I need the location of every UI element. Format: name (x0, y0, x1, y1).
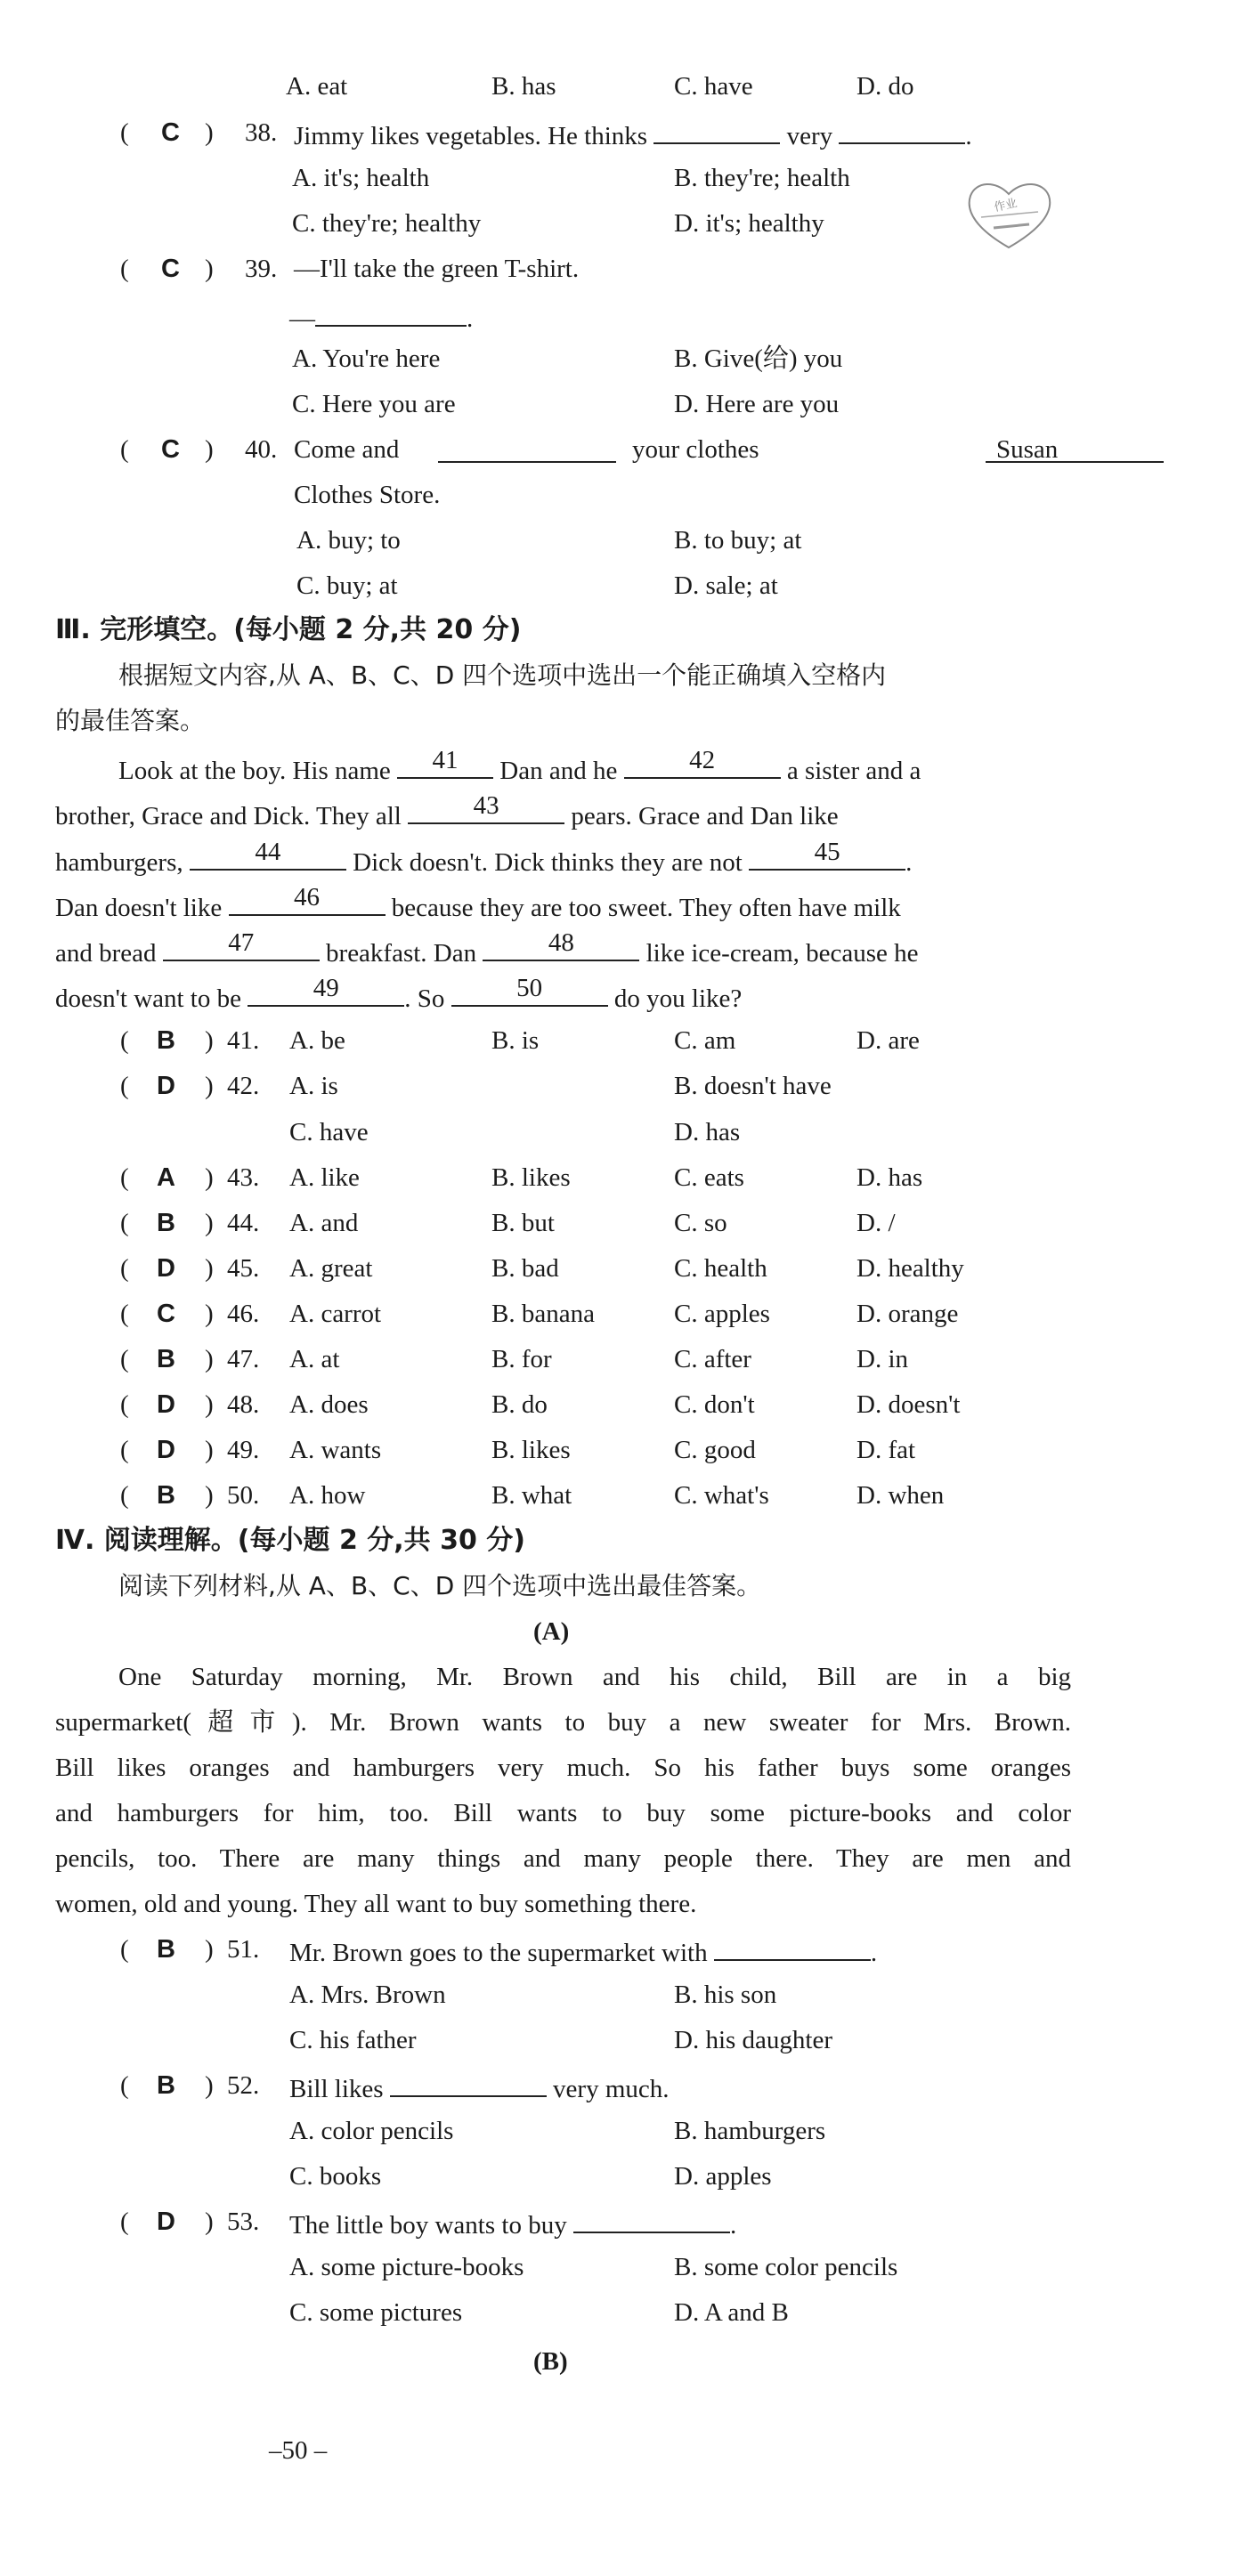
q41-number: 41. (227, 1026, 260, 1055)
cloze-text: breakfast. Dan (326, 939, 477, 968)
q49-option-a: A. wants (289, 1436, 382, 1464)
q40-stem-a: Come and (294, 435, 400, 464)
cloze-line-3 (55, 838, 913, 879)
q41-option-b: B. is (491, 1026, 540, 1055)
q40-paren-right: ) (205, 435, 214, 464)
q47-option-b: B. for (491, 1345, 552, 1373)
q50-paren-right: ) (205, 1481, 214, 1510)
heart-stamp-icon (960, 176, 1058, 253)
q53-option-d: D. A and B (674, 2298, 789, 2327)
cloze-text: doesn't want to be (55, 984, 241, 1013)
q44-answer: B (157, 1209, 175, 1237)
q49-paren-right: ) (205, 1436, 214, 1464)
q52-stem-after: very much. (553, 2075, 670, 2103)
q45-answer: D (157, 1254, 175, 1283)
q39-blank (315, 298, 467, 327)
q53-option-a: A. some picture-books (289, 2253, 524, 2281)
q38-stem-end: . (965, 122, 972, 150)
q53-answer: D (157, 2207, 175, 2236)
q45-option-a: A. great (289, 1254, 373, 1283)
blank-number: 44 (255, 838, 281, 866)
cloze-blank-46 (229, 883, 386, 916)
q52-option-c: C. books (289, 2162, 382, 2191)
q52-stem (289, 2069, 670, 2106)
q43-paren-left: ( (120, 1163, 129, 1192)
q53-stem-text: The little boy wants to buy (289, 2211, 567, 2240)
q40-answer: C (161, 435, 180, 464)
q50-option-d: D. when (856, 1481, 945, 1510)
q41-paren-left: ( (120, 1026, 129, 1055)
q38-option-d: D. it's; healthy (674, 209, 824, 238)
q39-option-d: D. Here are you (674, 390, 840, 418)
q42-option-c: C. have (289, 1118, 369, 1146)
q38-stem-a: Jimmy likes vegetables. He thinks (294, 122, 648, 150)
q39-reply-end: . (467, 304, 474, 333)
section-3-instruction-2: 的最佳答案。 (55, 706, 206, 735)
section-3-title: Ⅲ. 完形填空。(每小题 2 分,共 20 分) (55, 614, 522, 645)
blank-number: 43 (473, 791, 499, 820)
q39-option-c: C. Here you are (292, 390, 456, 418)
cloze-line-5 (55, 928, 919, 970)
passage-a-line: women, old and young. They all want to buy something there. (55, 1890, 697, 1918)
q51-option-b: B. his son (674, 1981, 777, 2009)
q53-blank (573, 2205, 730, 2233)
q41-answer: B (157, 1026, 175, 1055)
q46-number: 46. (227, 1300, 260, 1328)
q51-stem-text: Mr. Brown goes to the supermarket with (289, 1939, 708, 1967)
cloze-blank-41 (397, 746, 493, 779)
q38-paren-right: ) (205, 118, 214, 147)
q39-reply (289, 298, 473, 336)
q38-option-a: A. it's; health (292, 164, 430, 192)
q42-option-b: B. doesn't have (674, 1072, 832, 1100)
q52-blank (390, 2069, 547, 2097)
q43-option-b: B. likes (491, 1163, 571, 1192)
q49-option-d: D. fat (856, 1436, 916, 1464)
cloze-text: . (905, 848, 913, 877)
q51-option-c: C. his father (289, 2026, 417, 2054)
passage-a-line: supermarket(超市). Mr. Brown wants to buy a new sweater for Mrs. Brown. (55, 1708, 1071, 1737)
cloze-line-4 (55, 883, 901, 925)
q39-answer: C (161, 255, 180, 283)
q48-answer: D (157, 1390, 175, 1419)
q37-option-a: A. eat (286, 72, 348, 101)
q39-paren-right: ) (205, 255, 214, 283)
blank-number: 49 (313, 974, 339, 1002)
cloze-text: hamburgers, (55, 848, 183, 877)
q38-stem-b: very (786, 122, 833, 150)
q40-stem-line2: Clothes Store. (294, 481, 441, 509)
cloze-blank-45 (749, 838, 905, 871)
q42-paren-right: ) (205, 1072, 214, 1100)
passage-a-line: and hamburgers for him, too. Bill wants to buy some picture-books and color (55, 1799, 1071, 1827)
q51-number: 51. (227, 1935, 260, 1964)
q46-paren-left: ( (120, 1300, 129, 1328)
q52-paren-left: ( (120, 2071, 129, 2100)
q53-stem (289, 2205, 736, 2242)
q51-option-a: A. Mrs. Brown (289, 1981, 446, 2009)
cloze-text: . So (404, 984, 445, 1013)
q46-answer: C (157, 1300, 175, 1328)
q40-option-a: A. buy; to (296, 526, 401, 555)
cloze-text: Dan and he (499, 757, 618, 785)
q48-option-d: D. doesn't (856, 1390, 961, 1419)
q44-option-b: B. but (491, 1209, 555, 1237)
q45-option-b: B. bad (491, 1254, 559, 1283)
q47-paren-left: ( (120, 1345, 129, 1373)
q51-paren-right: ) (205, 1935, 214, 1964)
blank-number: 45 (814, 838, 840, 866)
q37-option-d: D. do (856, 72, 914, 101)
q47-answer: B (157, 1345, 175, 1373)
q48-option-b: B. do (491, 1390, 548, 1419)
q52-answer: B (157, 2071, 175, 2100)
blank-number: 50 (516, 974, 543, 1002)
q40-stem-b: your clothes (632, 435, 759, 464)
cloze-line-6 (55, 974, 743, 1016)
q52-option-b: B. hamburgers (674, 2117, 826, 2145)
blank-number: 41 (432, 746, 459, 774)
q40-blank-1 (438, 433, 616, 463)
q45-paren-left: ( (120, 1254, 129, 1283)
q51-stem-end: . (870, 1939, 878, 1967)
q46-option-c: C. apples (674, 1300, 770, 1328)
q41-option-c: C. am (674, 1026, 736, 1055)
q51-blank (714, 1932, 871, 1961)
q44-paren-right: ) (205, 1209, 214, 1237)
q45-paren-right: ) (205, 1254, 214, 1283)
q51-paren-left: ( (120, 1935, 129, 1964)
cloze-text: pears. Grace and Dan like (571, 802, 839, 830)
q53-option-c: C. some pictures (289, 2298, 463, 2327)
q44-option-c: C. so (674, 1209, 727, 1237)
q41-option-a: A. be (289, 1026, 345, 1055)
q46-option-d: D. orange (856, 1300, 959, 1328)
q52-option-a: A. color pencils (289, 2117, 454, 2145)
q53-number: 53. (227, 2207, 260, 2236)
cloze-line-2 (55, 791, 839, 833)
passage-a-line: Bill likes oranges and hamburgers very much. So his father buys some oranges (55, 1754, 1071, 1782)
q47-paren-right: ) (205, 1345, 214, 1373)
q42-paren-left: ( (120, 1072, 129, 1100)
section-3-instruction-1: 根据短文内容,从 A、B、C、D 四个选项中选出一个能正确填入空格内 (118, 660, 887, 690)
q50-option-a: A. how (289, 1481, 366, 1510)
q45-option-d: D. healthy (856, 1254, 964, 1283)
q49-option-b: B. likes (491, 1436, 571, 1464)
q43-paren-right: ) (205, 1163, 214, 1192)
q48-paren-left: ( (120, 1390, 129, 1419)
q38-option-b: B. they're; health (674, 164, 850, 192)
q42-number: 42. (227, 1072, 260, 1100)
q49-paren-left: ( (120, 1436, 129, 1464)
q52-paren-right: ) (205, 2071, 214, 2100)
blank-number: 47 (228, 928, 255, 957)
q38-stem (294, 116, 972, 153)
cloze-text: Dick doesn't. Dick thinks they are not (353, 848, 743, 877)
q42-option-d: D. has (674, 1118, 741, 1146)
q43-answer: A (157, 1163, 175, 1192)
q42-option-a: A. is (289, 1072, 338, 1100)
page-number: –50 – (269, 2436, 328, 2465)
passage-b-label: (B) (533, 2347, 568, 2376)
q44-option-a: A. and (289, 1209, 359, 1237)
q47-number: 47. (227, 1345, 260, 1373)
q52-stem-text: Bill likes (289, 2075, 384, 2103)
passage-a-line: pencils, too. There are many things and many people there. They are men and (55, 1844, 1071, 1873)
cloze-blank-42 (624, 746, 781, 779)
q38-blank-1 (653, 116, 780, 144)
passage-a-line: One Saturday morning, Mr. Brown and his child, Bill are in a big (118, 1663, 1071, 1691)
cloze-text: brother, Grace and Dick. They all (55, 802, 402, 830)
q40-option-c: C. buy; at (296, 571, 398, 600)
q37-option-b: B. has (491, 72, 556, 101)
q46-option-b: B. banana (491, 1300, 595, 1328)
q43-option-a: A. like (289, 1163, 360, 1192)
q39-number: 39. (245, 255, 278, 283)
q38-answer: C (161, 118, 180, 147)
q39-option-a: A. You're here (292, 344, 441, 373)
q40-option-d: D. sale; at (674, 571, 778, 600)
q48-number: 48. (227, 1390, 260, 1419)
q39-paren-left: ( (120, 255, 129, 283)
q41-paren-right: ) (205, 1026, 214, 1055)
q42-answer: D (157, 1072, 175, 1100)
q39-option-b: B. Give(给) you (674, 344, 843, 373)
q50-option-c: C. what's (674, 1481, 769, 1510)
q40-option-b: B. to buy; at (674, 526, 802, 555)
cloze-blank-44 (190, 838, 346, 871)
section-4-instruction: 阅读下列材料,从 A、B、C、D 四个选项中选出最佳答案。 (118, 1571, 762, 1600)
q48-option-a: A. does (289, 1390, 369, 1419)
cloze-blank-48 (483, 928, 639, 961)
cloze-text: Dan doesn't like (55, 894, 223, 922)
cloze-text: and bread (55, 939, 157, 968)
q50-option-b: B. what (491, 1481, 572, 1510)
cloze-blank-47 (163, 928, 320, 961)
q40-paren-left: ( (120, 435, 129, 464)
cloze-text: a sister and a (786, 757, 921, 785)
cloze-text: like ice-cream, because he (645, 939, 919, 968)
blank-number: 48 (548, 928, 574, 957)
cloze-line-1 (118, 746, 921, 788)
q39-reply-dash: — (289, 304, 315, 333)
q48-paren-right: ) (205, 1390, 214, 1419)
q53-paren-right: ) (205, 2207, 214, 2236)
q49-answer: D (157, 1436, 175, 1464)
q44-number: 44. (227, 1209, 260, 1237)
q50-answer: B (157, 1481, 175, 1510)
q47-option-d: D. in (856, 1345, 908, 1373)
q43-number: 43. (227, 1163, 260, 1192)
q47-option-a: A. at (289, 1345, 340, 1373)
q53-stem-end: . (729, 2211, 737, 2240)
q53-option-b: B. some color pencils (674, 2253, 898, 2281)
blank-number: 46 (294, 883, 320, 911)
q47-option-c: C. after (674, 1345, 751, 1373)
q48-option-c: C. don't (674, 1390, 755, 1419)
q43-option-d: D. has (856, 1163, 923, 1192)
q39-stem: —I'll take the green T-shirt. (294, 255, 580, 283)
cloze-blank-49 (248, 974, 404, 1007)
blank-number: 42 (689, 746, 716, 774)
q49-number: 49. (227, 1436, 260, 1464)
cloze-text: because they are too sweet. They often have milk (391, 894, 901, 922)
passage-a-label: (A) (533, 1617, 570, 1646)
cloze-text: do you like? (613, 984, 743, 1013)
q46-option-a: A. carrot (289, 1300, 382, 1328)
section-4-title: Ⅳ. 阅读理解。(每小题 2 分,共 30 分) (55, 1525, 526, 1556)
q40-number: 40. (245, 435, 278, 464)
q46-paren-right: ) (205, 1300, 214, 1328)
q41-option-d: D. are (856, 1026, 920, 1055)
q51-answer: B (157, 1935, 175, 1964)
cloze-blank-50 (451, 974, 608, 1007)
q40-stem-c: Susan (996, 435, 1059, 464)
q38-blank-2 (839, 116, 965, 144)
q45-number: 45. (227, 1254, 260, 1283)
q45-option-c: C. health (674, 1254, 767, 1283)
q53-paren-left: ( (120, 2207, 129, 2236)
q50-paren-left: ( (120, 1481, 129, 1510)
q37-option-c: C. have (674, 72, 753, 101)
q38-option-c: C. they're; healthy (292, 209, 482, 238)
q51-stem (289, 1932, 877, 1970)
q38-number: 38. (245, 118, 278, 147)
cloze-blank-43 (408, 791, 564, 824)
q52-option-d: D. apples (674, 2162, 772, 2191)
q49-option-c: C. good (674, 1436, 756, 1464)
q51-option-d: D. his daughter (674, 2026, 832, 2054)
q43-option-c: C. eats (674, 1163, 744, 1192)
q38-paren-left: ( (120, 118, 129, 147)
stamp-text: 作业 (993, 197, 1019, 215)
q50-number: 50. (227, 1481, 260, 1510)
q52-number: 52. (227, 2071, 260, 2100)
q44-option-d: D. / (856, 1209, 896, 1237)
cloze-text: Look at the boy. His name (118, 757, 391, 785)
q44-paren-left: ( (120, 1209, 129, 1237)
